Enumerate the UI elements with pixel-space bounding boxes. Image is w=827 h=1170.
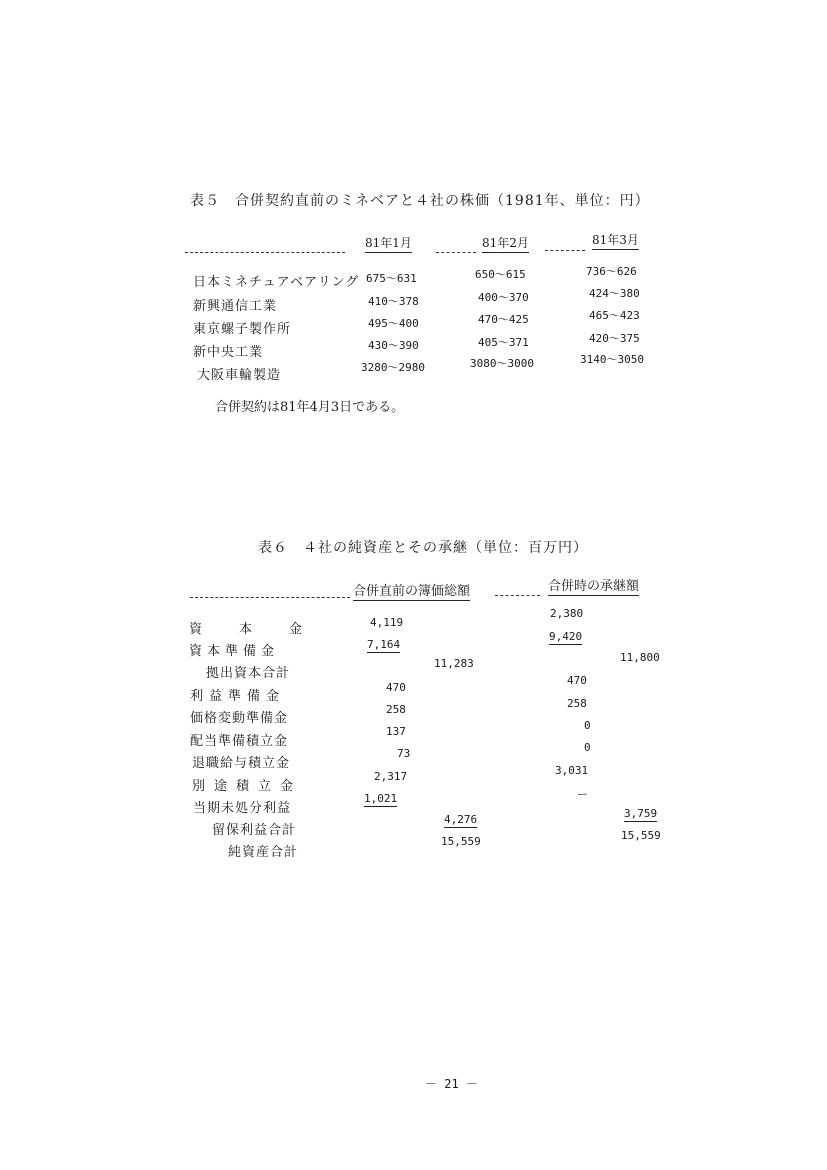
table5-cell: 736～626 [586,265,637,278]
header-rule [185,252,345,253]
header-rule [545,250,585,251]
table6-row-label: 退職給与積立金 [192,756,291,771]
table6-cell: 258 [386,703,406,716]
table6-cell: 137 [386,725,406,738]
table6-cell: 0 [584,719,591,732]
table6-cell: 73 [397,747,411,760]
table6-col-succession: 合併時の承継額 [548,575,639,596]
table6-cell: 258 [567,697,587,710]
table5-row-label: 大阪車輪製造 [197,368,282,383]
header-rule [436,252,476,253]
table6-cell: 0 [584,741,591,754]
table5-cell: 424～380 [589,287,640,300]
table5-col-feb: 81年2月 [482,234,529,253]
table6-title: 表６ ４社の純資産とその承継（単位：百万円） [258,540,588,556]
table6-row-label: 資 本 金 [189,622,315,637]
table6-cell: 11,283 [434,657,474,670]
table6-row-label: 当期未処分利益 [193,801,292,816]
table6-row-label: 拠出資本合計 [206,666,291,681]
table5-cell: 675～631 [366,272,417,285]
table5-row-label: 東京螺子製作所 [193,322,292,337]
table5-cell: 470～425 [478,313,529,326]
table6-row-label: 利益準備金 [190,689,286,704]
table6-cell: 2,380 [550,607,584,620]
table6-cell: 3,031 [555,764,589,777]
table6-row-label: 純資産合計 [228,845,299,860]
table6-cell: 15,559 [621,829,661,842]
page-number: － 21 － [425,1077,478,1091]
table5-col-mar: 81年3月 [592,231,639,250]
table5-row-label: 新中央工業 [193,345,264,360]
table6-row-label: 留保利益合計 [212,823,297,838]
table5-cell: 420～375 [589,332,640,345]
table6-row-label: 別途積立金 [192,779,303,794]
table6-cell: 3,759 [624,807,658,820]
table5-cell: 410～378 [368,295,419,308]
table5-note: 合併契約は81年4月3日である。 [215,400,405,415]
table5-cell: 3280～2980 [361,361,425,374]
table6-cell: ー [577,788,588,801]
table6-cell: 9,420 [549,630,583,643]
table5-col-jan: 81年1月 [365,234,412,253]
table5-cell: 405～371 [478,336,529,349]
table6-cell: 470 [567,674,587,687]
table6-cell: 1,021 [364,792,398,805]
table5-cell: 650～615 [475,268,526,281]
table5-cell: 430～390 [368,339,419,352]
table6-cell: 2,317 [374,770,408,783]
table5-cell: 495～400 [368,317,419,330]
table6-cell: 7,164 [367,638,401,651]
table5-row-label: 日本ミネチュアベアリング [193,275,360,290]
table6-col-book-value: 合併直前の簿価総額 [353,580,470,601]
table5-cell: 400～370 [478,291,529,304]
table5-cell: 465～423 [589,309,640,322]
table6-cell: 4,276 [444,813,478,826]
table5-cell: 3080～3000 [470,357,534,370]
table5-row-label: 新興通信工業 [193,299,278,314]
table6-cell: 15,559 [441,835,481,848]
table6-cell: 11,800 [620,651,660,664]
table6-row-label: 配当準備積立金 [190,734,289,749]
table6-cell: 470 [386,681,406,694]
table6-row-label: 資本準備金 [189,644,280,659]
table5-title: 表５ 合併契約直前のミネベアと４社の株価（1981年、単位：円） [190,193,650,209]
header-rule [190,597,350,598]
table5-cell: 3140～3050 [580,353,644,366]
header-rule [495,595,540,596]
table6-cell: 4,119 [370,616,404,629]
table6-row-label: 価格変動準備金 [190,711,289,726]
